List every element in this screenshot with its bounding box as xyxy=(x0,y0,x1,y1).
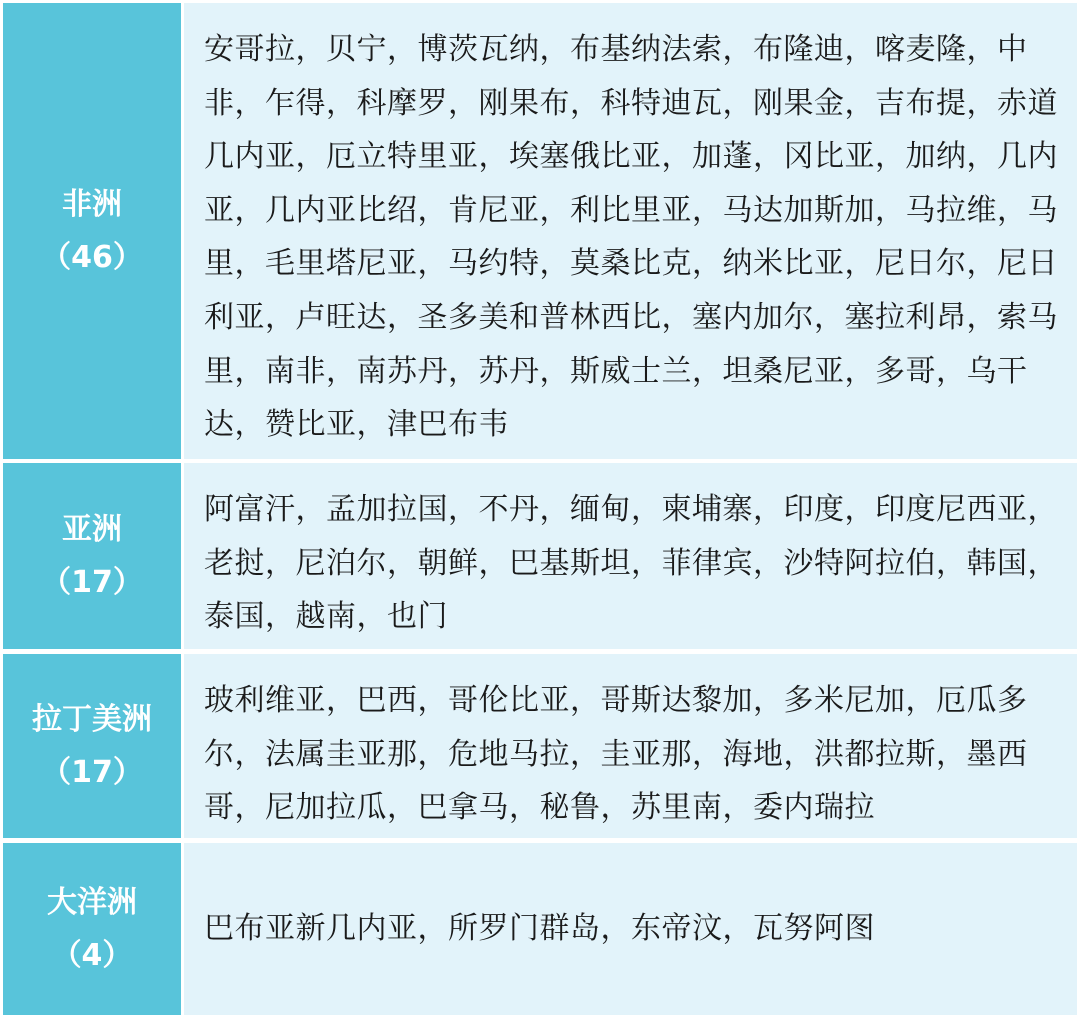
table-row-asia xyxy=(0,463,1080,649)
region-count: （46） xyxy=(41,240,143,275)
table-row-africa xyxy=(0,3,1080,459)
region-label-cell xyxy=(3,3,181,459)
region-count: （4） xyxy=(51,938,133,973)
table-row-oceania xyxy=(0,843,1080,1015)
region-name: 大洋洲 xyxy=(47,885,137,920)
region-label-cell xyxy=(3,654,181,838)
region-count: （17） xyxy=(41,565,143,600)
country-list-text: 巴布亚新几内亚，所罗门群岛，东帝汶，瓦努阿图 xyxy=(204,911,875,947)
country-list-cell: 安哥拉，贝宁，博茨瓦纳，布基纳法索，布隆迪，喀麦隆，中非，乍得，科摩罗，刚果布，科特迪瓦，刚果金，吉布提，赤道几内亚，厄立特里亚，埃塞俄比亚，加蓬，冈比亚，加纳，几内亚，几内亚比绍，肯尼亚，利比里亚，马达加斯加，马拉维，马里，毛里塔尼亚，马约特，莫桑比克，纳米比亚，尼日尔，尼日利亚，卢旺达，圣多美和普林西比，塞内加尔，塞拉利昂，索马里，南非，南苏丹，苏丹，斯威士兰，坦桑尼亚，多哥，乌干达，赞比亚，津巴布韦 xyxy=(184,3,1077,459)
country-list-cell xyxy=(184,843,1077,1015)
region-count: （17） xyxy=(41,755,143,790)
region-name: 亚洲 xyxy=(62,512,122,547)
region-label-cell xyxy=(3,463,181,649)
country-list-cell: 阿富汗，孟加拉国，不丹，缅甸，柬埔寨，印度，印度尼西亚，老挝，尼泊尔，朝鲜，巴基斯坦，菲律宾，沙特阿拉伯，韩国，泰国，越南，也门 xyxy=(184,463,1077,649)
country-list-cell: 玻利维亚，巴西，哥伦比亚，哥斯达黎加，多米尼加，厄瓜多尔，法属圭亚那，危地马拉，圭亚那，海地，洪都拉斯，墨西哥，尼加拉瓜，巴拿马，秘鲁，苏里南，委内瑞拉 xyxy=(184,654,1077,838)
region-name: 非洲 xyxy=(62,187,122,222)
table-row-latin-america xyxy=(0,654,1080,838)
region-name: 拉丁美洲 xyxy=(32,702,152,737)
region-label-cell xyxy=(3,843,181,1015)
